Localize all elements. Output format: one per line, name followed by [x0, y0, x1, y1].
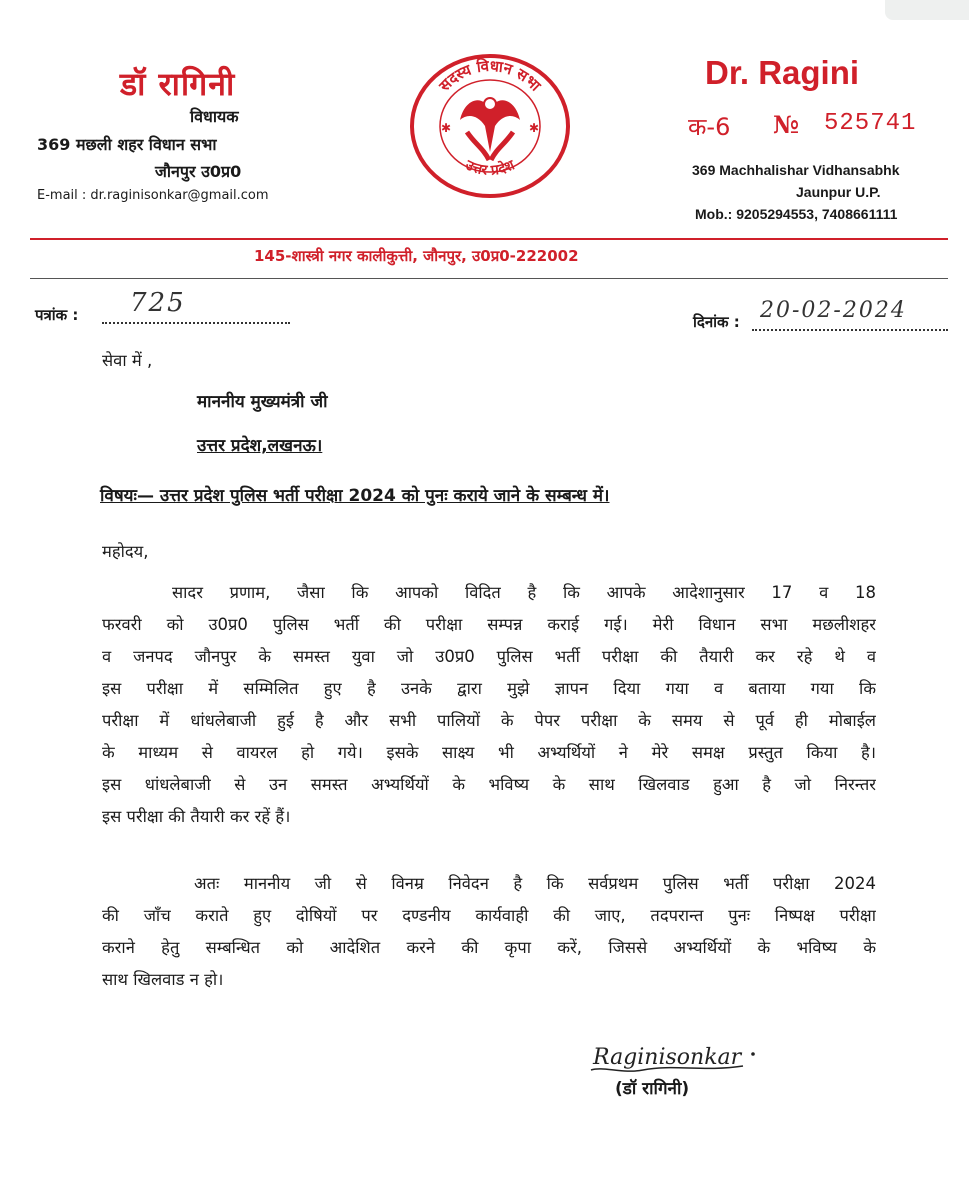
letterhead-constituency-hindi: 369 मछली शहर विधान सभा	[37, 135, 217, 154]
addressee-line-1: माननीय मुख्यमंत्री जी	[197, 392, 328, 412]
paragraph-line: सादर प्रणाम, जैसा कि आपको विदित है कि आपके आदेशानुसार 17 व 18	[172, 583, 876, 602]
address-divider	[30, 278, 948, 279]
paragraph-line: अतः माननीय जी से विनम्र निवेदन है कि सर्वप्रथम पुलिस भर्ती परीक्षा 2024	[194, 874, 876, 893]
paragraph-line: कराने हेतु सम्बन्धित को आदेशित करने की कृपा करें, जिससे अभ्यर्थियों के भविष्य के	[102, 938, 876, 957]
paragraph-line: की जाँच कराते हुए दोषियों पर दण्डनीय कार्यवाही की जाए, तदपरान्त पुनः निष्पक्ष परीक्षा	[102, 906, 876, 925]
reference-number-handwritten: 725	[130, 288, 186, 318]
letterhead-mobile: Mob.: 9205294553, 7408661111	[695, 206, 898, 222]
svg-text:Raginisonkar: Raginisonkar	[593, 1045, 742, 1070]
scan-corner-artifact	[885, 0, 969, 20]
paragraph-line: इस परीक्षा की तैयारी कर रहें हैं।	[102, 807, 291, 826]
addressee-line-2: उत्तर प्रदेश,लखनऊ।	[197, 436, 323, 456]
signatory-name: (डॉ रागिनी)	[615, 1079, 690, 1099]
header-divider	[30, 238, 948, 240]
letterhead-constituency-english: 369 Machhalishar Vidhansabhk	[692, 162, 900, 178]
date-label: दिनांक :	[693, 313, 740, 331]
serial-number: 525741	[824, 110, 917, 137]
svg-text:उत्तर प्रदेश: उत्तर प्रदेश	[462, 157, 518, 179]
letterhead-name-hindi: डॉ रागिनी	[120, 65, 236, 103]
svg-text:सदस्य विधान सभा: सदस्य विधान सभा	[435, 56, 545, 95]
svg-text:✱: ✱	[529, 121, 540, 135]
paragraph-line: इस धांधलेबाजी से उन समस्त अभ्यर्थियों के भविष्य के साथ खिलवाड हुआ है जो निरन्तर	[102, 775, 876, 794]
body-paragraph-2	[102, 868, 876, 996]
reference-label: पत्रांक :	[35, 306, 79, 324]
paragraph-line: व जनपद जौनपुर के समस्त युवा जो उ0प्र0 पुलिस भर्ती परीक्षा की तैयारी कर रहे थे व	[102, 647, 876, 666]
paragraph-line: साथ खिलवाड न हो।	[102, 970, 224, 989]
salutation: सेवा में ,	[102, 351, 153, 370]
serial-number-symbol: №	[773, 110, 800, 139]
svg-text:✱: ✱	[441, 121, 452, 135]
paragraph-line: फरवरी को उ0प्र0 पुलिस भर्ती की परीक्षा सम्पन्न कराई गई। मेरी विधान सभा मछलीशहर	[102, 615, 876, 634]
letterhead-city-english: Jaunpur U.P.	[796, 184, 881, 200]
paragraph-line: परीक्षा में धांधलेबाजी हुई है और सभी पालियों के पेपर परीक्षा के समय से पूर्व ही मोबाईल	[102, 711, 876, 730]
assembly-emblem-seal	[405, 48, 575, 198]
greeting: महोदय,	[102, 542, 149, 561]
subject-line: विषयः— उत्तर प्रदेश पुलिस भर्ती परीक्षा 2024 को पुनः कराये जाने के सम्बन्ध में।	[100, 486, 610, 506]
letterhead-name-english: Dr. Ragini	[705, 54, 860, 91]
date-handwritten: 20-02-2024	[760, 298, 907, 323]
letterhead-city-hindi: जौनपुर उ0प्र0	[155, 162, 242, 181]
serial-prefix: क-6	[688, 113, 731, 141]
letterhead-title-hindi: विधायक	[190, 107, 239, 126]
paragraph-line: के माध्यम से वायरल हो गये। इसके साक्ष्य भी अभ्यर्थियों ने मेरे समक्ष प्रस्तुत किया है।	[102, 743, 876, 762]
letterhead-address: 145-शास्त्री नगर कालीकुत्ती, जौनपुर, उ0प्र0-222002	[254, 247, 579, 265]
letterhead-email: E-mail : dr.raginisonkar@gmail.com	[37, 188, 269, 203]
body-paragraph-1	[102, 577, 876, 833]
paragraph-line: इस परीक्षा में सम्मिलित हुए है उनके द्वारा मुझे ज्ञापन दिया गया व बताया गया कि	[102, 679, 876, 698]
